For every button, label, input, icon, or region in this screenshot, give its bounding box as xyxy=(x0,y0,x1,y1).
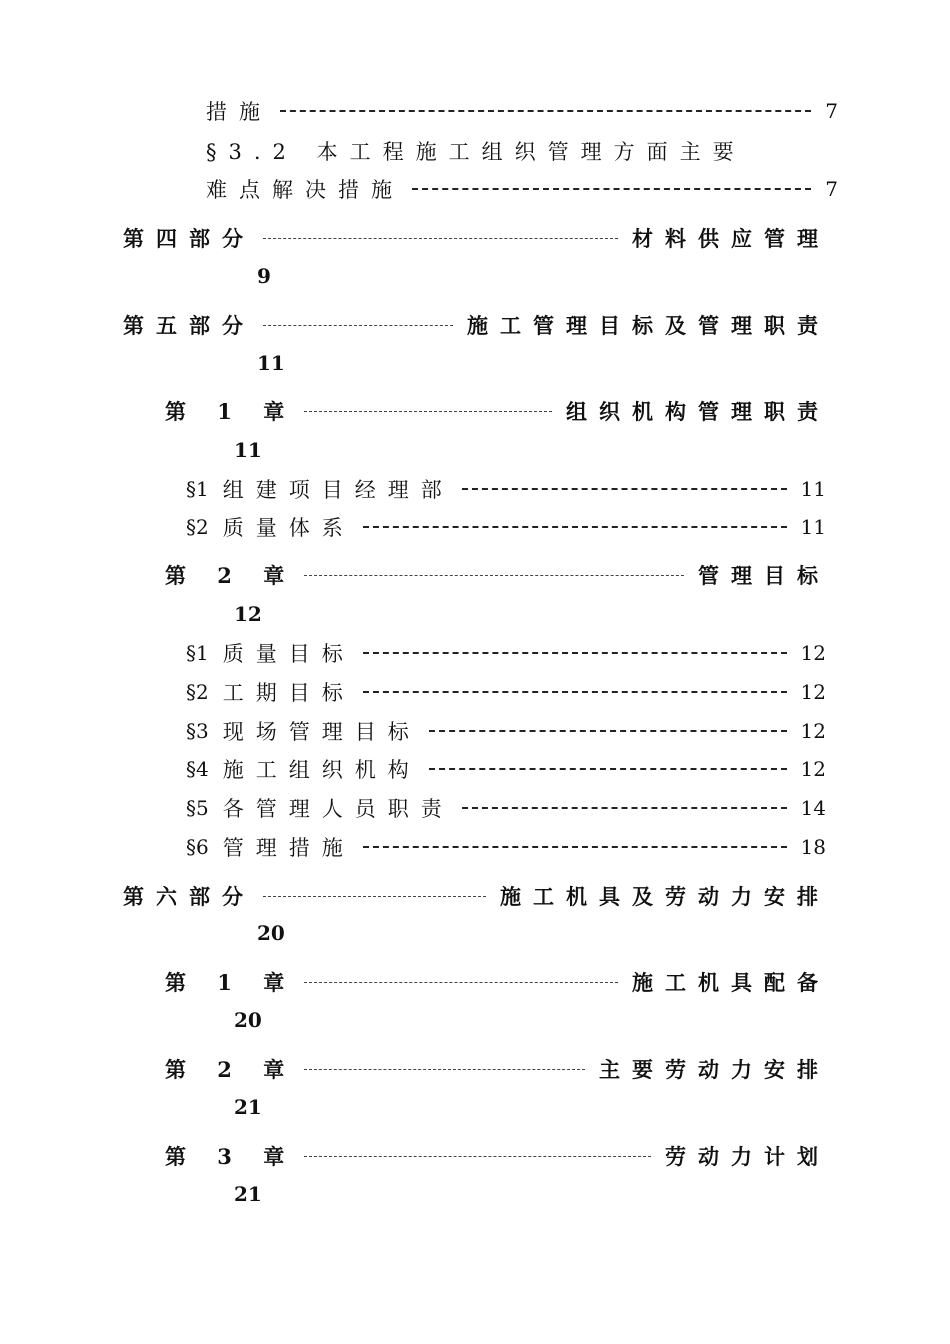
toc-title: 工期目标 xyxy=(222,681,355,705)
toc-page-number: 7 xyxy=(825,177,838,201)
toc-leader xyxy=(263,238,618,239)
toc-leader xyxy=(462,488,787,490)
toc-title: 主要劳动力安排 xyxy=(599,1057,830,1082)
toc-section-num: §5 xyxy=(186,796,209,820)
toc-leader xyxy=(412,188,811,190)
toc-leader xyxy=(304,1156,651,1157)
toc-title: 各管理人员职责 xyxy=(222,797,454,821)
toc-page-number: 18 xyxy=(800,835,826,859)
toc-page-number: 11 xyxy=(257,351,285,375)
toc-leader xyxy=(363,691,787,693)
toc-title: 施工管理目标及管理职责 xyxy=(467,313,830,338)
toc-page-number: 12 xyxy=(800,680,826,704)
toc-section[interactable] xyxy=(186,716,826,746)
toc-part-label: 第五部分 xyxy=(123,313,255,338)
toc-leader xyxy=(304,575,684,576)
toc-page-number: 12 xyxy=(800,757,826,781)
toc-leader xyxy=(363,652,787,654)
toc-leader xyxy=(263,325,453,326)
toc-title: 管理目标 xyxy=(698,563,830,588)
toc-entry[interactable] xyxy=(206,174,838,204)
toc-entry[interactable] xyxy=(206,136,746,166)
toc-title: 质量体系 xyxy=(222,516,355,540)
toc-title: 措施 xyxy=(206,100,272,124)
toc-part[interactable] xyxy=(123,223,830,253)
toc-chapter-label: 第 2 章 xyxy=(165,1057,297,1082)
toc-part-label: 第六部分 xyxy=(123,884,255,909)
toc-chapter[interactable] xyxy=(165,1141,830,1171)
toc-page-number: 12 xyxy=(800,641,826,665)
toc-leader xyxy=(462,807,787,809)
toc-leader xyxy=(429,768,787,770)
toc-leader xyxy=(304,982,618,983)
toc-page-number: 21 xyxy=(234,1182,262,1206)
toc-leader xyxy=(280,110,811,112)
toc-leader xyxy=(263,896,486,897)
toc-leader xyxy=(304,411,552,412)
toc-title: 施工机具及劳动力安排 xyxy=(500,884,830,909)
toc-section[interactable] xyxy=(186,512,826,542)
toc-title: 施工机具配备 xyxy=(632,970,830,995)
toc-page-number: 21 xyxy=(234,1095,262,1119)
toc-title: 质量目标 xyxy=(222,642,355,666)
toc-page-number: 20 xyxy=(257,921,285,945)
toc-page-number: 12 xyxy=(234,602,262,626)
toc-title: §3.2 本工程施工组织管理方面主要 xyxy=(206,140,746,164)
toc-leader xyxy=(363,846,787,848)
toc-chapter-label: 第 1 章 xyxy=(165,970,297,995)
toc-chapter[interactable] xyxy=(165,1054,830,1084)
toc-chapter-label: 第 3 章 xyxy=(165,1144,297,1169)
toc-section-num: §2 xyxy=(186,680,209,704)
toc-leader xyxy=(429,730,787,732)
toc-section-num: §4 xyxy=(186,757,209,781)
toc-part[interactable] xyxy=(123,881,830,911)
toc-section-num: §1 xyxy=(186,477,209,501)
toc-part[interactable] xyxy=(123,310,830,340)
toc-page-number: 7 xyxy=(825,99,838,123)
toc-section-num: §1 xyxy=(186,641,209,665)
toc-leader xyxy=(363,526,787,528)
toc-section[interactable] xyxy=(186,638,826,668)
toc-page-number: 12 xyxy=(800,719,826,743)
toc-leader xyxy=(304,1069,585,1070)
toc-section[interactable] xyxy=(186,754,826,784)
toc-part-label: 第四部分 xyxy=(123,226,255,251)
toc-page-number: 11 xyxy=(800,515,826,539)
toc-page-number: 11 xyxy=(234,438,262,462)
toc-entry[interactable] xyxy=(206,96,838,126)
toc-title: 劳动力计划 xyxy=(665,1144,830,1169)
toc-page-number: 11 xyxy=(800,477,826,501)
toc-page-number: 14 xyxy=(800,796,826,820)
toc-chapter[interactable] xyxy=(165,560,830,590)
toc-section-num: §2 xyxy=(186,515,209,539)
toc-title: 组织机构管理职责 xyxy=(566,399,830,424)
toc-title: 施工组织机构 xyxy=(222,758,421,782)
toc-title: 现场管理目标 xyxy=(222,720,421,744)
toc-title: 难点解决措施 xyxy=(206,178,404,202)
toc-chapter-label: 第 2 章 xyxy=(165,563,297,588)
toc-chapter-label: 第 1 章 xyxy=(165,399,297,424)
toc-title: 管理措施 xyxy=(222,836,355,860)
toc-section-num: §3 xyxy=(186,719,209,743)
toc-section-num: §6 xyxy=(186,835,209,859)
toc-page-number: 20 xyxy=(234,1008,262,1032)
toc-section[interactable] xyxy=(186,793,826,823)
toc-section[interactable] xyxy=(186,474,826,504)
toc-section[interactable] xyxy=(186,677,826,707)
toc-title: 材料供应管理 xyxy=(632,226,830,251)
toc-section[interactable] xyxy=(186,832,826,862)
toc-page-number: 9 xyxy=(257,264,271,288)
toc-chapter[interactable] xyxy=(165,396,830,426)
toc-chapter[interactable] xyxy=(165,967,830,997)
toc-title: 组建项目经理部 xyxy=(222,478,454,502)
